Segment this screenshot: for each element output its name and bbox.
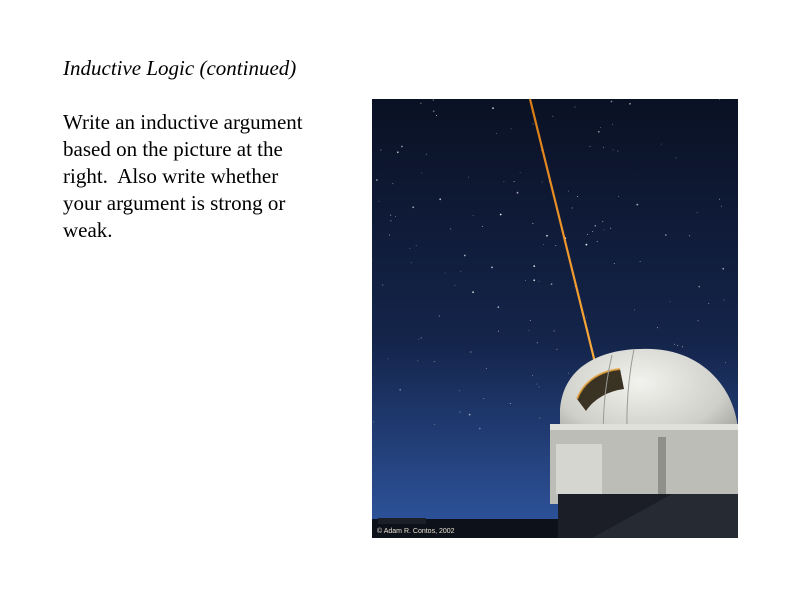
- star: [492, 107, 494, 109]
- star: [675, 157, 676, 158]
- star: [674, 344, 675, 345]
- star: [479, 428, 481, 430]
- body-line: Write an inductive argument: [63, 110, 303, 134]
- star: [554, 330, 555, 331]
- star: [421, 172, 422, 173]
- star: [421, 337, 422, 338]
- star: [536, 384, 537, 385]
- slide-title: Inductive Logic (continued): [63, 56, 297, 80]
- star: [387, 358, 388, 359]
- star: [611, 101, 613, 103]
- star: [503, 181, 504, 182]
- star: [525, 280, 526, 281]
- star: [482, 226, 483, 227]
- star: [433, 100, 434, 101]
- star: [382, 285, 383, 286]
- star: [496, 133, 497, 134]
- star: [603, 229, 604, 230]
- star: [640, 261, 641, 262]
- star: [618, 196, 619, 197]
- star: [572, 208, 573, 209]
- star: [464, 255, 466, 257]
- star: [416, 245, 417, 246]
- star: [420, 103, 421, 104]
- star: [568, 373, 569, 374]
- star: [470, 352, 471, 353]
- star: [603, 147, 604, 148]
- star: [533, 279, 535, 281]
- star: [497, 306, 499, 308]
- body-line: right. Also write whether: [63, 164, 279, 188]
- star: [439, 198, 441, 200]
- body-line: based on the picture at the: [63, 137, 283, 161]
- star: [600, 127, 601, 128]
- star: [543, 244, 544, 245]
- star: [722, 268, 724, 270]
- star: [380, 150, 381, 151]
- star: [436, 115, 437, 116]
- star: [568, 191, 569, 192]
- star: [530, 320, 531, 321]
- star: [719, 199, 720, 200]
- star: [514, 181, 515, 182]
- star: [586, 244, 588, 246]
- star: [460, 271, 461, 272]
- body-line: weak.: [63, 218, 113, 242]
- star: [459, 390, 460, 391]
- star: [725, 362, 726, 363]
- star: [613, 149, 614, 150]
- star: [450, 228, 451, 229]
- star: [473, 215, 474, 216]
- star: [399, 389, 401, 391]
- star: [661, 144, 662, 145]
- photo-credit: © Adam R. Contos, 2002: [377, 528, 455, 535]
- star: [539, 418, 540, 419]
- star: [698, 320, 699, 321]
- star: [721, 206, 722, 207]
- star: [597, 241, 598, 242]
- star: [594, 225, 596, 227]
- star: [552, 116, 553, 117]
- star: [397, 151, 399, 153]
- star: [598, 131, 600, 133]
- star: [537, 342, 538, 343]
- star: [445, 273, 446, 274]
- star: [617, 151, 618, 152]
- star: [697, 212, 698, 213]
- star: [511, 128, 512, 129]
- star: [486, 368, 487, 369]
- star: [542, 181, 543, 182]
- star: [698, 286, 700, 288]
- star: [468, 177, 469, 178]
- star: [657, 327, 658, 328]
- star: [426, 154, 427, 155]
- star: [610, 228, 611, 229]
- star: [575, 107, 576, 108]
- star: [612, 124, 613, 125]
- star: [533, 123, 534, 124]
- star: [539, 386, 540, 387]
- star: [401, 146, 403, 148]
- star: [434, 361, 435, 362]
- star: [614, 263, 615, 264]
- star: [539, 281, 540, 282]
- body-line: your argument is strong or: [63, 191, 286, 215]
- star: [556, 349, 557, 350]
- star: [629, 103, 631, 105]
- slide-body-text: [63, 109, 363, 244]
- star: [670, 301, 671, 302]
- star: [587, 234, 588, 235]
- star: [532, 223, 533, 224]
- star: [532, 375, 533, 376]
- star: [472, 291, 474, 293]
- star: [665, 234, 667, 236]
- star: [433, 110, 435, 112]
- star: [500, 214, 502, 216]
- star: [636, 204, 638, 206]
- star: [634, 309, 635, 310]
- star: [590, 146, 591, 147]
- star: [390, 220, 391, 221]
- star: [376, 179, 378, 181]
- star: [586, 317, 587, 318]
- star: [409, 248, 410, 249]
- star: [724, 300, 725, 301]
- star: [392, 183, 393, 184]
- star: [510, 403, 511, 404]
- star: [602, 221, 603, 222]
- observatory-photo: [372, 99, 738, 538]
- star: [469, 414, 471, 416]
- star: [577, 196, 578, 197]
- star: [483, 398, 484, 399]
- star: [439, 316, 440, 317]
- star: [491, 267, 493, 269]
- star: [533, 265, 535, 267]
- star: [389, 235, 390, 236]
- star: [517, 192, 519, 194]
- star: [708, 303, 709, 304]
- star: [520, 172, 521, 173]
- star: [411, 262, 412, 263]
- star: [592, 231, 593, 232]
- star: [689, 235, 690, 236]
- star: [418, 339, 419, 340]
- star: [395, 216, 396, 217]
- star: [528, 330, 529, 331]
- star: [417, 360, 418, 361]
- star: [373, 421, 374, 422]
- observatory-building: [550, 349, 738, 538]
- star: [555, 245, 556, 246]
- star: [390, 215, 391, 216]
- star: [455, 285, 456, 286]
- star: [498, 331, 499, 332]
- star: [434, 424, 435, 425]
- star: [546, 235, 548, 237]
- observatory-photo-drawing: [372, 99, 738, 538]
- star: [460, 412, 461, 413]
- star: [379, 201, 380, 202]
- distant-structure: [378, 518, 426, 524]
- star: [719, 99, 720, 100]
- star: [551, 283, 553, 285]
- star: [677, 345, 678, 346]
- star: [682, 346, 683, 347]
- star: [412, 206, 414, 208]
